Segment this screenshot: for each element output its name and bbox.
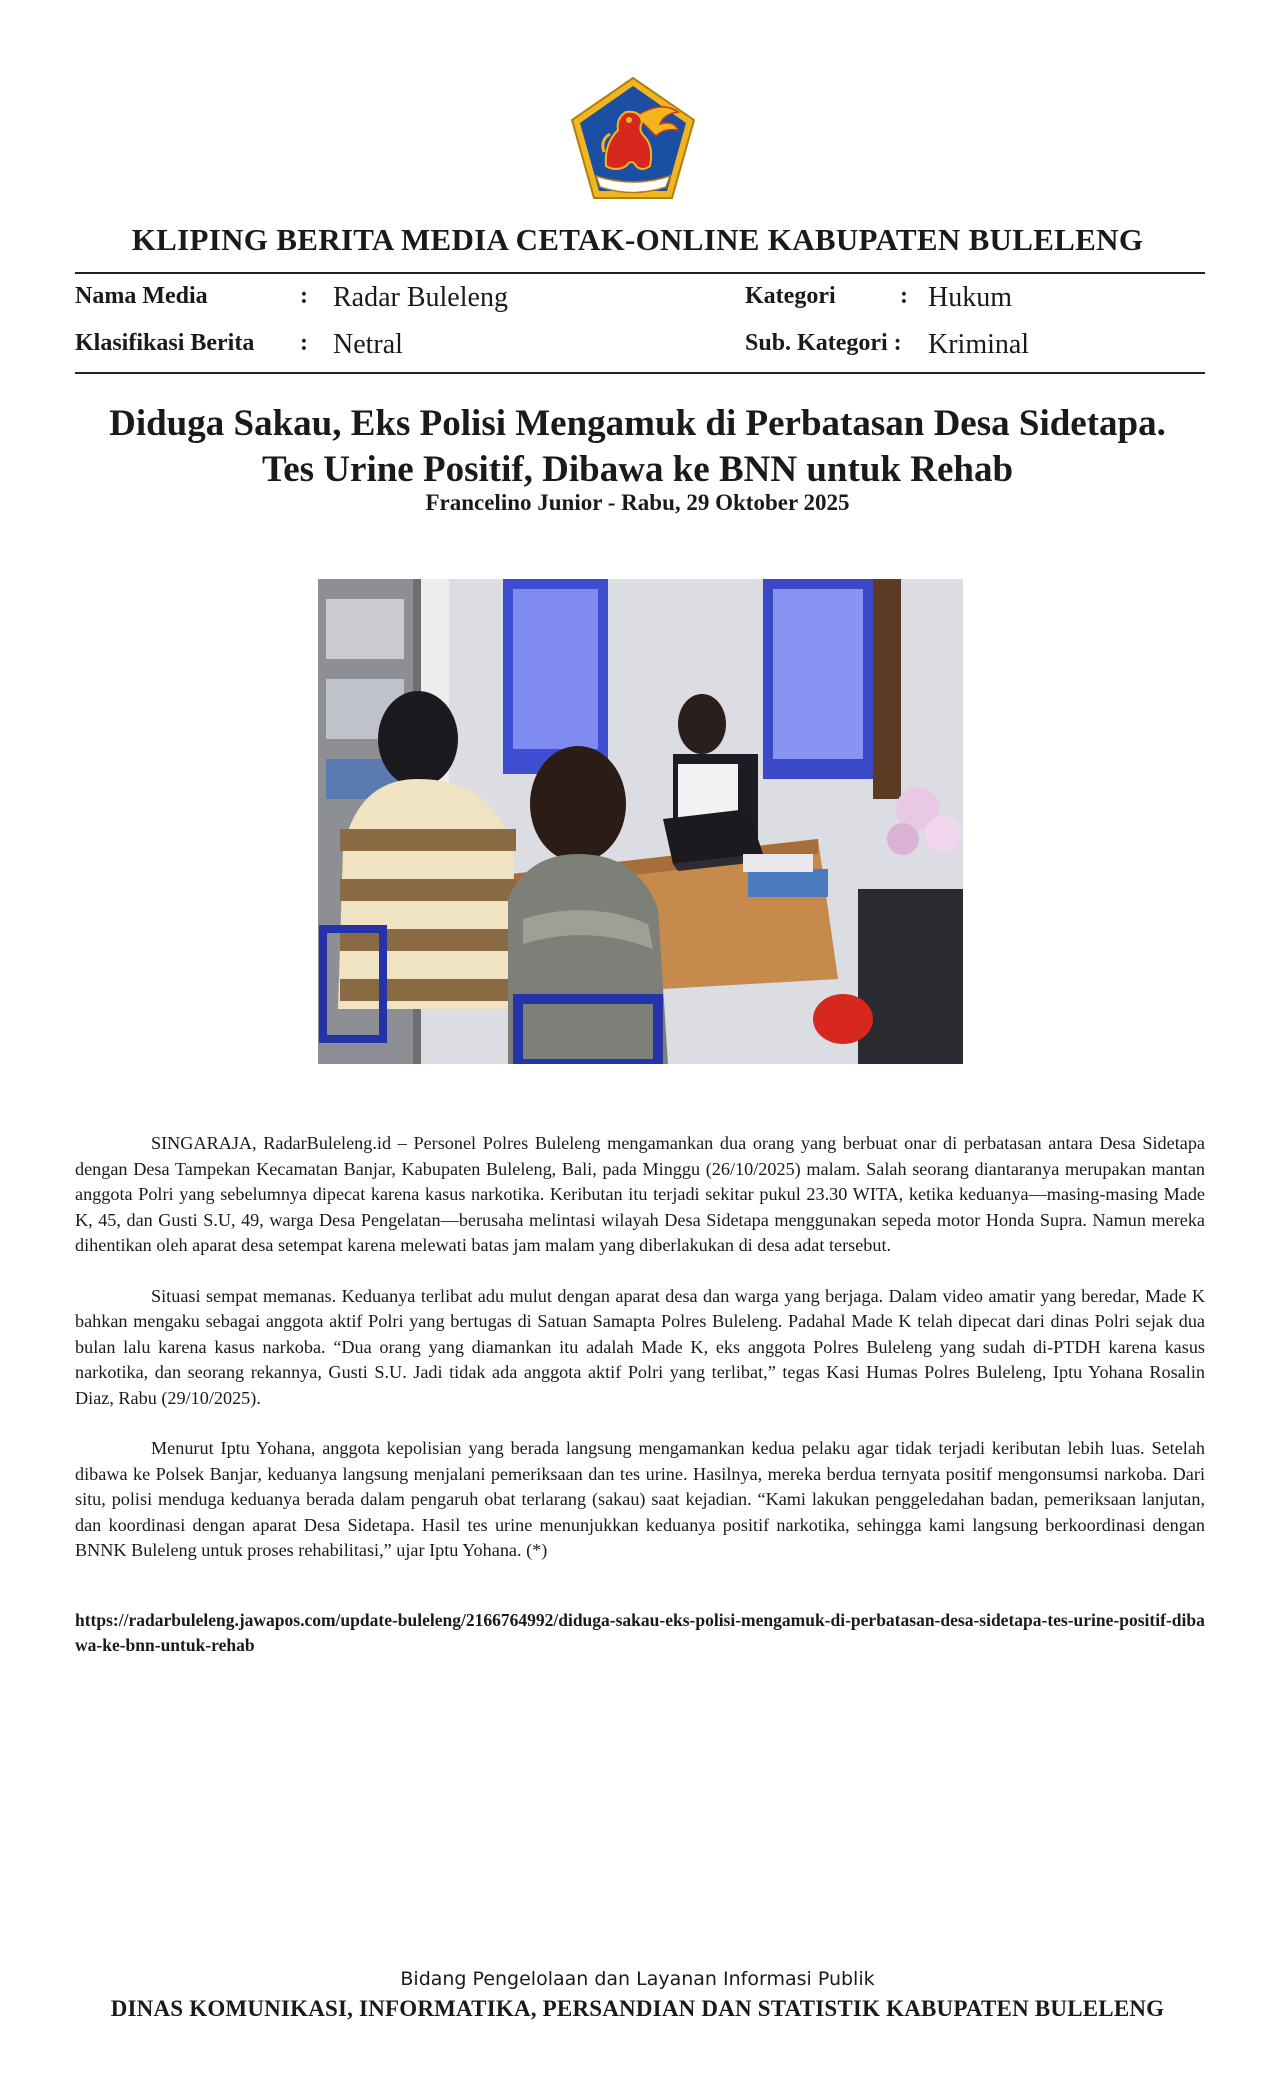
sub-kategori-label: Sub. Kategori : (745, 330, 902, 356)
article-paragraph-2: Situasi sempat memanas. Keduanya terlibat adu mulut dengan aparat desa dan warga yang berjaga. Dalam video amatir yang beredar, Made K bahkan mengaku sebagai anggota aktif Polri yang bertugas di Satuan Samapta Polres Buleleng. Padahal Made K telah dipecat dari dinas Polri sejak dua bulan lalu karena kasus narkoba. “Dua orang yang diamankan itu adalah Made K, eks anggota Polres Buleleng yang sudah di-PTDH karena kasus narkotika, dan seorang rekannya, Gusti S.U. Jadi tidak ada anggota aktif Polri yang terlibat,” tegas Kasi Humas Polres Buleleng, Iptu Yohana Rosalin Diaz, Rabu (29/10/2025). (75, 1285, 1205, 1408)
klasifikasi-value: Netral (333, 329, 403, 360)
nama-media-label: Nama Media (75, 283, 208, 309)
buleleng-emblem-logo (566, 74, 700, 204)
headline-line-2: Tes Urine Positif, Dibawa ke BNN untuk Rehab (261, 449, 1014, 490)
article-paragraph-3: Menurut Iptu Yohana, anggota kepolisian yang berada langsung mengamankan kedua pelaku agar tidak terjadi keributan lebih luas. Setelah dibawa ke Polsek Banjar, keduanya langsung menjalani pemeriksaan dan tes urine. Hasilnya, mereka berdua ternyata positif mengonsumsi narkoba. Dari situ, polisi menduga keduanya berada dalam pengaruh obat terlarang (sakau) saat kejadian. “Kami lakukan penggeledahan badan, pemeriksaan lanjutan, dan koordinasi dengan aparat Desa Sidetapa. Hasil tes urine menunjukkan keduanya positif narkotika, sehingga kami langsung berkoordinasi dengan BNNK Buleleng untuk proses rehabilitasi,” ujar Iptu Yohana. (*) (75, 1438, 1205, 1560)
klasifikasi-label: Klasifikasi Berita (75, 330, 255, 356)
klasifikasi-colon: : (300, 330, 308, 356)
kategori-colon: : (900, 283, 908, 309)
article-photo (318, 579, 963, 1064)
headline-line-1: Diduga Sakau, Eks Polisi Mengamuk di Perbatasan Desa Sidetapa. (109, 403, 1166, 444)
article-paragraph-1: SINGARAJA, RadarBuleleng.id – Personel Polres Buleleng mengamankan dua orang yang berbuat onar di perbatasan antara Desa Sidetapa dengan Desa Tampekan Kecamatan Banjar, Kabupaten Buleleng, Bali, pada Minggu (26/10/2025) malam. Salah seorang diantaranya merupakan mantan anggota Polri yang sebelumnya dipecat karena kasus narkotika. Keributan itu terjadi sekitar pukul 23.30 WITA, ketika keduanya—masing-masing Made K, 45, dan Gusti S.U, 49, warga Desa Pengelatan—berusaha melintasi wilayah Desa Sidetapa menggunakan sepeda motor Honda Supra. Namun mereka dihentikan oleh aparat desa setempat karena melewati batas jam malam yang diberlakukan di desa adat tersebut. (75, 1133, 1205, 1255)
nama-media-colon: : (300, 283, 308, 309)
nama-media-value: Radar Buleleng (333, 282, 508, 313)
source-url-link[interactable]: https://radarbuleleng.jawapos.com/update-buleleng/2166764992/diduga-sakau-eks-polisi-mengamuk-di-perbatasan-desa-sidetapa-tes-urine-positif-dibawa-ke-bnn-untuk-rehab (75, 1610, 1205, 1655)
top-divider (75, 272, 1205, 274)
kategori-value: Hukum (928, 282, 1012, 313)
footer-title: DINAS KOMUNIKASI, INFORMATIKA, PERSANDIAN DAN STATISTIK KABUPATEN BULELENG (110, 1996, 1165, 2021)
meta-divider (75, 372, 1205, 374)
article-body (75, 1131, 1205, 1589)
footer-subtitle: Bidang Pengelolaan dan Layanan Informasi Publik (400, 1968, 875, 1990)
kliping-title: KLIPING BERITA MEDIA CETAK-ONLINE KABUPATEN BULELENG (131, 222, 1144, 257)
byline: Francelino Junior - Rabu, 29 Oktober 2025 (425, 490, 850, 515)
sub-kategori-value: Kriminal (928, 329, 1030, 360)
kategori-label: Kategori (745, 283, 836, 309)
